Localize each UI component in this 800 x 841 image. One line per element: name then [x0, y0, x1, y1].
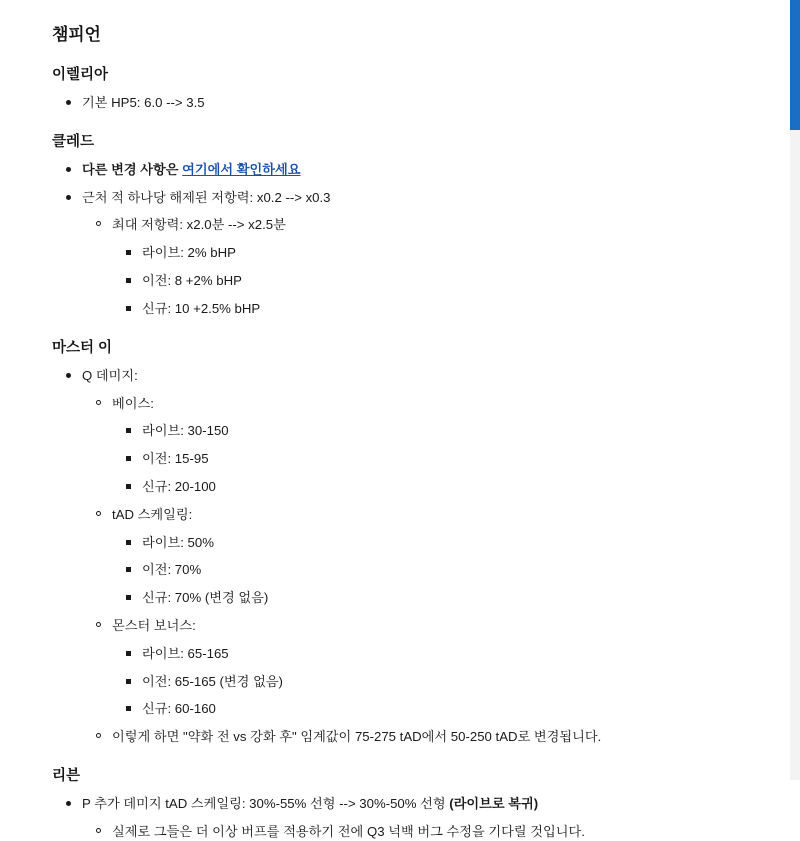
- list-item: [82, 728, 770, 746]
- list-item: [112, 534, 770, 552]
- list-item: [112, 450, 770, 468]
- list-item-text: 신규: 70% (변경 없음): [142, 590, 269, 606]
- list-item-text: 실제로 그들은 더 이상 버프를 적용하기 전에 Q3 넉백 버그 수정을 기다릴 것입니다.: [112, 823, 585, 839]
- list-item: [112, 422, 770, 440]
- champion-change-list-riven: [52, 795, 770, 841]
- list-item-text: tAD 스케일링:: [112, 506, 193, 522]
- list-item-text: 이전: 70%: [142, 562, 202, 578]
- list-item-text: 최대 저항력: x2.0분 --> x2.5분: [112, 217, 286, 233]
- champion-heading-irelia: 이렐리아: [52, 67, 109, 83]
- list-item-text: 기본 HP5: 6.0 --> 3.5: [82, 95, 205, 110]
- list-item: [112, 645, 770, 663]
- scrollbar-thumb[interactable]: [790, 0, 800, 130]
- list-item: [52, 795, 770, 841]
- list-item-emphasis: (라이브로 복귀): [449, 796, 539, 812]
- list-item-text: 이렇게 하면 "약화 전 vs 강화 후" 임계값이 75-275 tAD에서 50-250 tAD로 변경됩니다.: [112, 729, 602, 745]
- list-item: [82, 506, 770, 607]
- list-item: [82, 823, 770, 841]
- list-item-text: 근처 적 하나당 해제된 저항력: x0.2 --> x0.3: [82, 189, 331, 205]
- page-title: 챔피언: [52, 25, 101, 44]
- list-item: [52, 161, 770, 179]
- list-item: [112, 673, 770, 691]
- list-item: [82, 617, 770, 718]
- champion-heading-riven: 리븐: [52, 768, 81, 785]
- sub-sub-list: [112, 422, 770, 495]
- sub-list: [82, 823, 770, 841]
- list-item: [52, 367, 770, 746]
- list-item-text: 신규: 20-100: [142, 478, 216, 494]
- list-item-text: 다른 변경 사항은: [82, 161, 183, 177]
- list-item-text: 신규: 10 +2.5% bHP: [142, 300, 261, 316]
- champion-heading-masteryi: 마스터 이: [52, 339, 113, 356]
- list-item-text: 이전: 8 +2% bHP: [142, 273, 242, 289]
- document-content: [0, 20, 800, 841]
- sub-sub-list: [112, 645, 770, 718]
- list-item: [52, 189, 770, 318]
- list-item: [82, 395, 770, 496]
- list-item: [112, 561, 770, 579]
- list-item-text: 몬스터 보너스:: [112, 618, 196, 633]
- champion-change-list-irelia: [52, 94, 770, 112]
- list-item-text: 베이스:: [112, 395, 154, 411]
- list-item-text: 신규: 60-160: [142, 701, 216, 717]
- list-item-text: 이전: 65-165 (변경 없음): [142, 673, 283, 689]
- list-item: [112, 478, 770, 496]
- sub-list: [82, 216, 770, 317]
- list-item: [82, 216, 770, 317]
- champion-change-list-kled: [52, 161, 770, 318]
- list-item-text: 이전: 15-95: [142, 451, 209, 467]
- scrollbar-track[interactable]: [790, 0, 800, 780]
- list-item-text: 라이브: 65-165: [142, 645, 229, 661]
- sub-list: [82, 395, 770, 747]
- list-item: [112, 272, 770, 290]
- sub-sub-list: [112, 244, 770, 317]
- list-item-text: P 추가 데미지 tAD 스케일링: 30%-55% 선형 --> 30%-50% 선형: [82, 796, 450, 812]
- champion-change-list-masteryi: [52, 367, 770, 746]
- list-item-text: 라이브: 50%: [142, 534, 214, 550]
- sub-sub-list: [112, 534, 770, 607]
- list-item: [52, 94, 770, 112]
- champion-heading-kled: 클레드: [52, 133, 95, 150]
- list-item: [112, 300, 770, 318]
- list-item: [112, 589, 770, 607]
- list-item-text: 라이브: 2% bHP: [142, 245, 236, 261]
- list-item-text: 라이브: 30-150: [142, 423, 229, 439]
- list-item-text: Q 데미지:: [82, 367, 138, 383]
- details-link[interactable]: 여기에서 확인하세요: [182, 161, 301, 177]
- list-item: [112, 244, 770, 262]
- list-item: [112, 700, 770, 718]
